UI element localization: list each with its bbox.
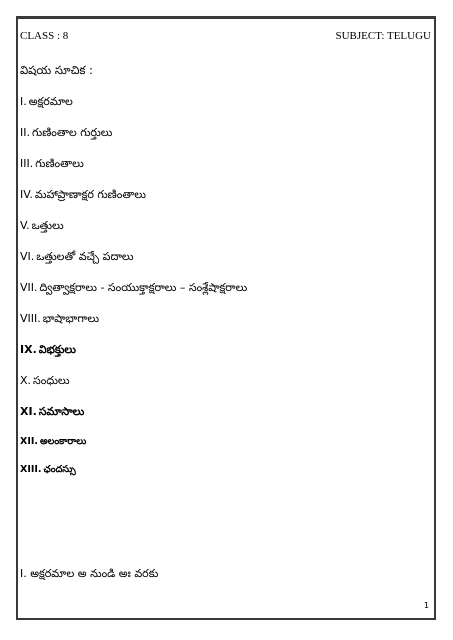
toc-item-5: V. ఒత్తులు [20,219,64,232]
toc-item-13: XIII. ఛందస్సు [20,464,76,475]
toc-item-4: IV. మహాప్రాణాక్షర గుణింతాలు [20,188,146,201]
page-number: 1 [423,601,429,610]
toc-item-11: XI. సమాసాలు [20,405,85,418]
toc-item-6: VI. ఒత్తులతో వచ్చే పదాలు [20,250,134,263]
toc-item-2: II. గుణింతాల గుర్తులు [20,126,113,139]
toc-title: విషయ సూచిక : [20,63,93,77]
section-heading: I. అక్షరమాల అ నుండి అః వరకు [20,567,159,580]
toc-item-8: VIII. భాషాభాగాలు [20,312,100,325]
toc-item-7: VII. ద్విత్వాక్షరాలు - సంయుక్తాక్షరాలు – సంశ్లేషాక్షరాలు [20,281,248,294]
toc-item-10: X. సంధులు [20,374,70,387]
class-label: CLASS : 8 [20,30,69,42]
toc-item-3: III. గుణింతాలు [20,157,84,170]
subject-label: SUBJECT: TELUGU [335,30,431,42]
toc-item-9: IX. విభక్తులు [20,343,76,356]
toc-item-12: XII. అలంకారాలు [20,436,87,447]
toc-item-1: I. అక్షరమాల [20,95,73,108]
